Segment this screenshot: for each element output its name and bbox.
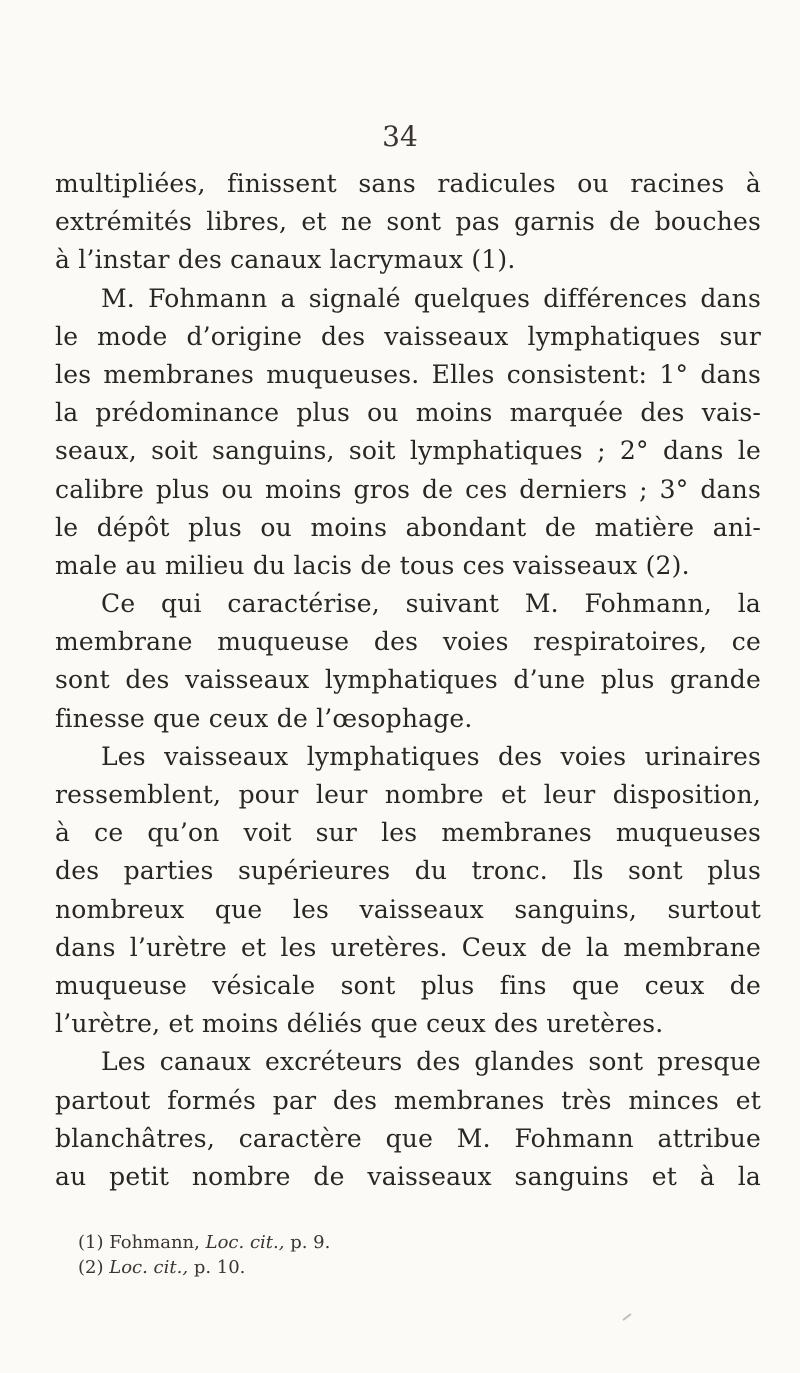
text-line: ressemblent, pour leur nombre et leur disposition, bbox=[55, 780, 761, 809]
footnote-reference: Loc. cit., bbox=[109, 1257, 189, 1278]
text-line: calibre plus ou moins gros de ces derniers ; 3° dans bbox=[55, 474, 761, 504]
footnote-2 bbox=[78, 1255, 578, 1280]
text-line: sont des vaisseaux lymphatiques d’une plus grande bbox=[55, 665, 761, 695]
footnote-1 bbox=[78, 1230, 578, 1255]
ink-speck bbox=[622, 1313, 631, 1321]
text-line: multipliées, finissent sans radicules ou racines à bbox=[55, 169, 761, 198]
page-number: 34 bbox=[382, 120, 418, 153]
footnote-mark: (1) bbox=[78, 1232, 104, 1253]
text-line: des parties supérieures du tronc. Ils sont plus bbox=[55, 856, 761, 886]
text-line: à l’instar des canaux lacrymaux (1). bbox=[55, 245, 516, 275]
text-line: à ce qu’on voit sur les membranes muqueuses bbox=[55, 818, 761, 848]
text-line: extrémités libres, et ne sont pas garnis de bouches bbox=[55, 207, 761, 237]
text-line: la prédominance plus ou moins marquée des vais- bbox=[55, 398, 761, 428]
text-line: finesse que ceux de l’œsophage. bbox=[55, 703, 473, 733]
text-line: nombreux que les vaisseaux sanguins, surtout bbox=[55, 894, 761, 924]
text-line: les membranes muqueuses. Elles consistent: 1° dans bbox=[55, 359, 761, 389]
text-line: le mode d’origine des vaisseaux lymphatiques sur bbox=[55, 321, 761, 351]
footnote-author: Fohmann, bbox=[109, 1232, 200, 1253]
text-line: muqueuse vésicale sont plus fins que ceux de bbox=[55, 970, 761, 1000]
footnote-page: p. 10. bbox=[193, 1257, 246, 1278]
text-line: Les canaux excréteurs des glandes sont presque bbox=[101, 1047, 761, 1077]
text-line: Les vaisseaux lymphatiques des voies urinaires bbox=[101, 741, 761, 771]
footnote-page: p. 9. bbox=[290, 1232, 331, 1253]
footnotes bbox=[78, 1230, 578, 1280]
text-line: l’urètre, et moins déliés que ceux des uretères. bbox=[55, 1009, 664, 1039]
text-line: Ce qui caractérise, suivant M. Fohmann, la bbox=[101, 589, 761, 619]
footnote-reference: Loc. cit., bbox=[205, 1232, 285, 1253]
footnote-mark: (2) bbox=[78, 1257, 104, 1278]
text-line: partout formés par des membranes très minces et bbox=[55, 1085, 761, 1115]
text-line: blanchâtres, caractère que M. Fohmann attribue bbox=[55, 1123, 761, 1153]
text-line: membrane muqueuse des voies respiratoires, ce bbox=[55, 627, 761, 657]
text-line: M. Fohmann a signalé quelques différences dans bbox=[101, 283, 761, 313]
text-line: male au milieu du lacis de tous ces vaisseaux (2). bbox=[55, 550, 690, 580]
text-line: au petit nombre de vaisseaux sanguins et à la bbox=[55, 1161, 761, 1191]
text-line: seaux, soit sanguins, soit lymphatiques ; 2° dans le bbox=[55, 436, 761, 466]
text-line: le dépôt plus ou moins abondant de matière ani- bbox=[55, 512, 761, 542]
text-line: dans l’urètre et les uretères. Ceux de la membrane bbox=[55, 932, 761, 962]
body-text bbox=[55, 165, 761, 1196]
